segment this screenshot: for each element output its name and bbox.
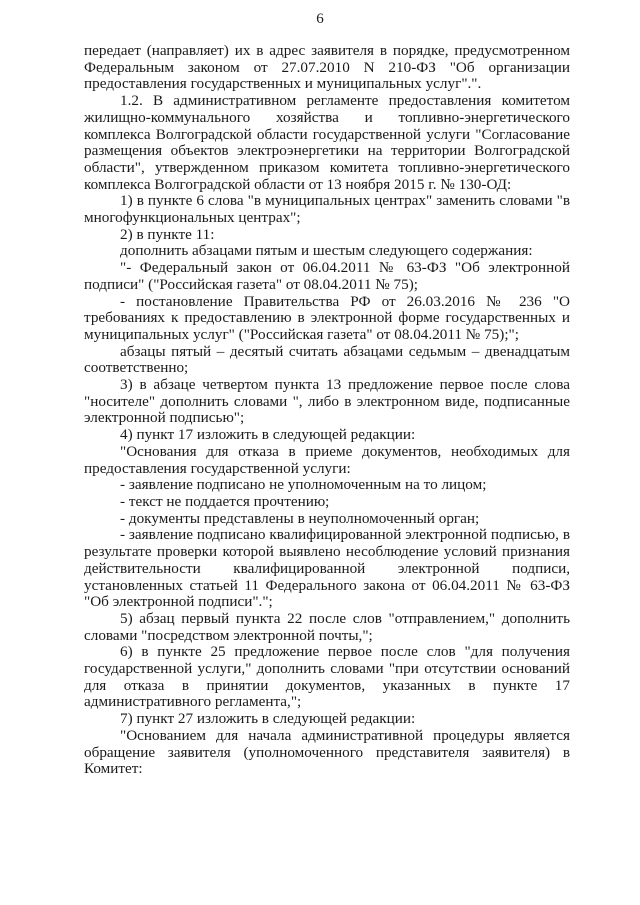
paragraph-17: 6) в пункте 25 предложение первое после слов "для получения государственной услуги," дополнить словами "при отсутствии оснований для отказа в принятии документов, указанных в пункте 17 административного регламента,"; (84, 643, 570, 711)
paragraph-6: "- Федеральный закон от 06.04.2011 № 63-ФЗ "Об электронной подписи" ("Российская газета" от 08.04.2011 № 75); (84, 259, 570, 293)
paragraph-16: 5) абзац первый пункта 22 после слов "отправлением," дополнить словами "посредством электронной почты,"; (84, 609, 570, 644)
paragraph-10: 4) пункт 17 изложить в следующей редакции: (120, 426, 416, 444)
document-body (84, 43, 570, 778)
paragraph-1: передает (направляет) их в адрес заявителя в порядке, предусмотренном Федеральным законом от 27.07.2010 N 210-ФЗ "Об организации предоставления государственных и муниципальных услуг".". (84, 42, 570, 93)
paragraph-3: 1) в пункте 6 слова "в муниципальных центрах" заменить словами "в многофункциональных центрах"; (84, 192, 570, 227)
paragraph-2: 1.2. В административном регламенте предоставления комитетом жилищно-коммунального хозяйства и топливно-энергетического комплекса Волгоградской области государственной услуги "Согласование размещения объектов электроэнергетики на территории Волгоградской области", утвержденном приказом комитета топливно-энергетического комплекса Волгоградской области от 13 ноября 2015 г. № 130-ОД: (84, 92, 570, 193)
paragraph-9: 3) в абзаце четвертом пункта 13 предложение первое после слова "носителе" дополнить словами ", либо в электронном виде, подписанные электронной подписью"; (84, 376, 570, 427)
paragraph-13: - текст не поддается прочтению; (120, 492, 330, 510)
paragraph-4: 2) в пункте 11: (120, 225, 215, 243)
paragraph-19: "Основанием для начала административной процедуры является обращение заявителя (уполномоченного представителя заявителя) в Комитет: (84, 726, 570, 778)
paragraph-12: - заявление подписано не уполномоченным на то лицом; (120, 476, 487, 494)
paragraph-5: дополнить абзацами пятым и шестым следующего содержания: (120, 242, 533, 260)
paragraph-15: - заявление подписано квалифицированной электронной подписью, в результате проверки которой выявлено несоблюдение условий признания действительности квалифицированной электронной подписи, установленных статьей 11 Федерального закона от 06.04.2011 № 63-ФЗ "Об электронной подписи"."; (84, 526, 570, 611)
paragraph-14: - документы представлены в неуполномоченный орган; (120, 509, 480, 527)
paragraph-11: "Основания для отказа в приеме документов, необходимых для предоставления государственной услуги: (84, 442, 570, 477)
paragraph-8: абзацы пятый – десятый считать абзацами седьмым – двенадцатым соответственно; (84, 342, 570, 377)
paragraph-7: - постановление Правительства РФ от 26.03.2016 № 236 "О требованиях к предоставлению в электронной форме государственных и муниципальных услуг" ("Российская газета" от 08.04.2011 № 75);"; (84, 292, 570, 343)
paragraph-18: 7) пункт 27 изложить в следующей редакции: (120, 710, 416, 728)
page-number: 6 (316, 11, 324, 27)
